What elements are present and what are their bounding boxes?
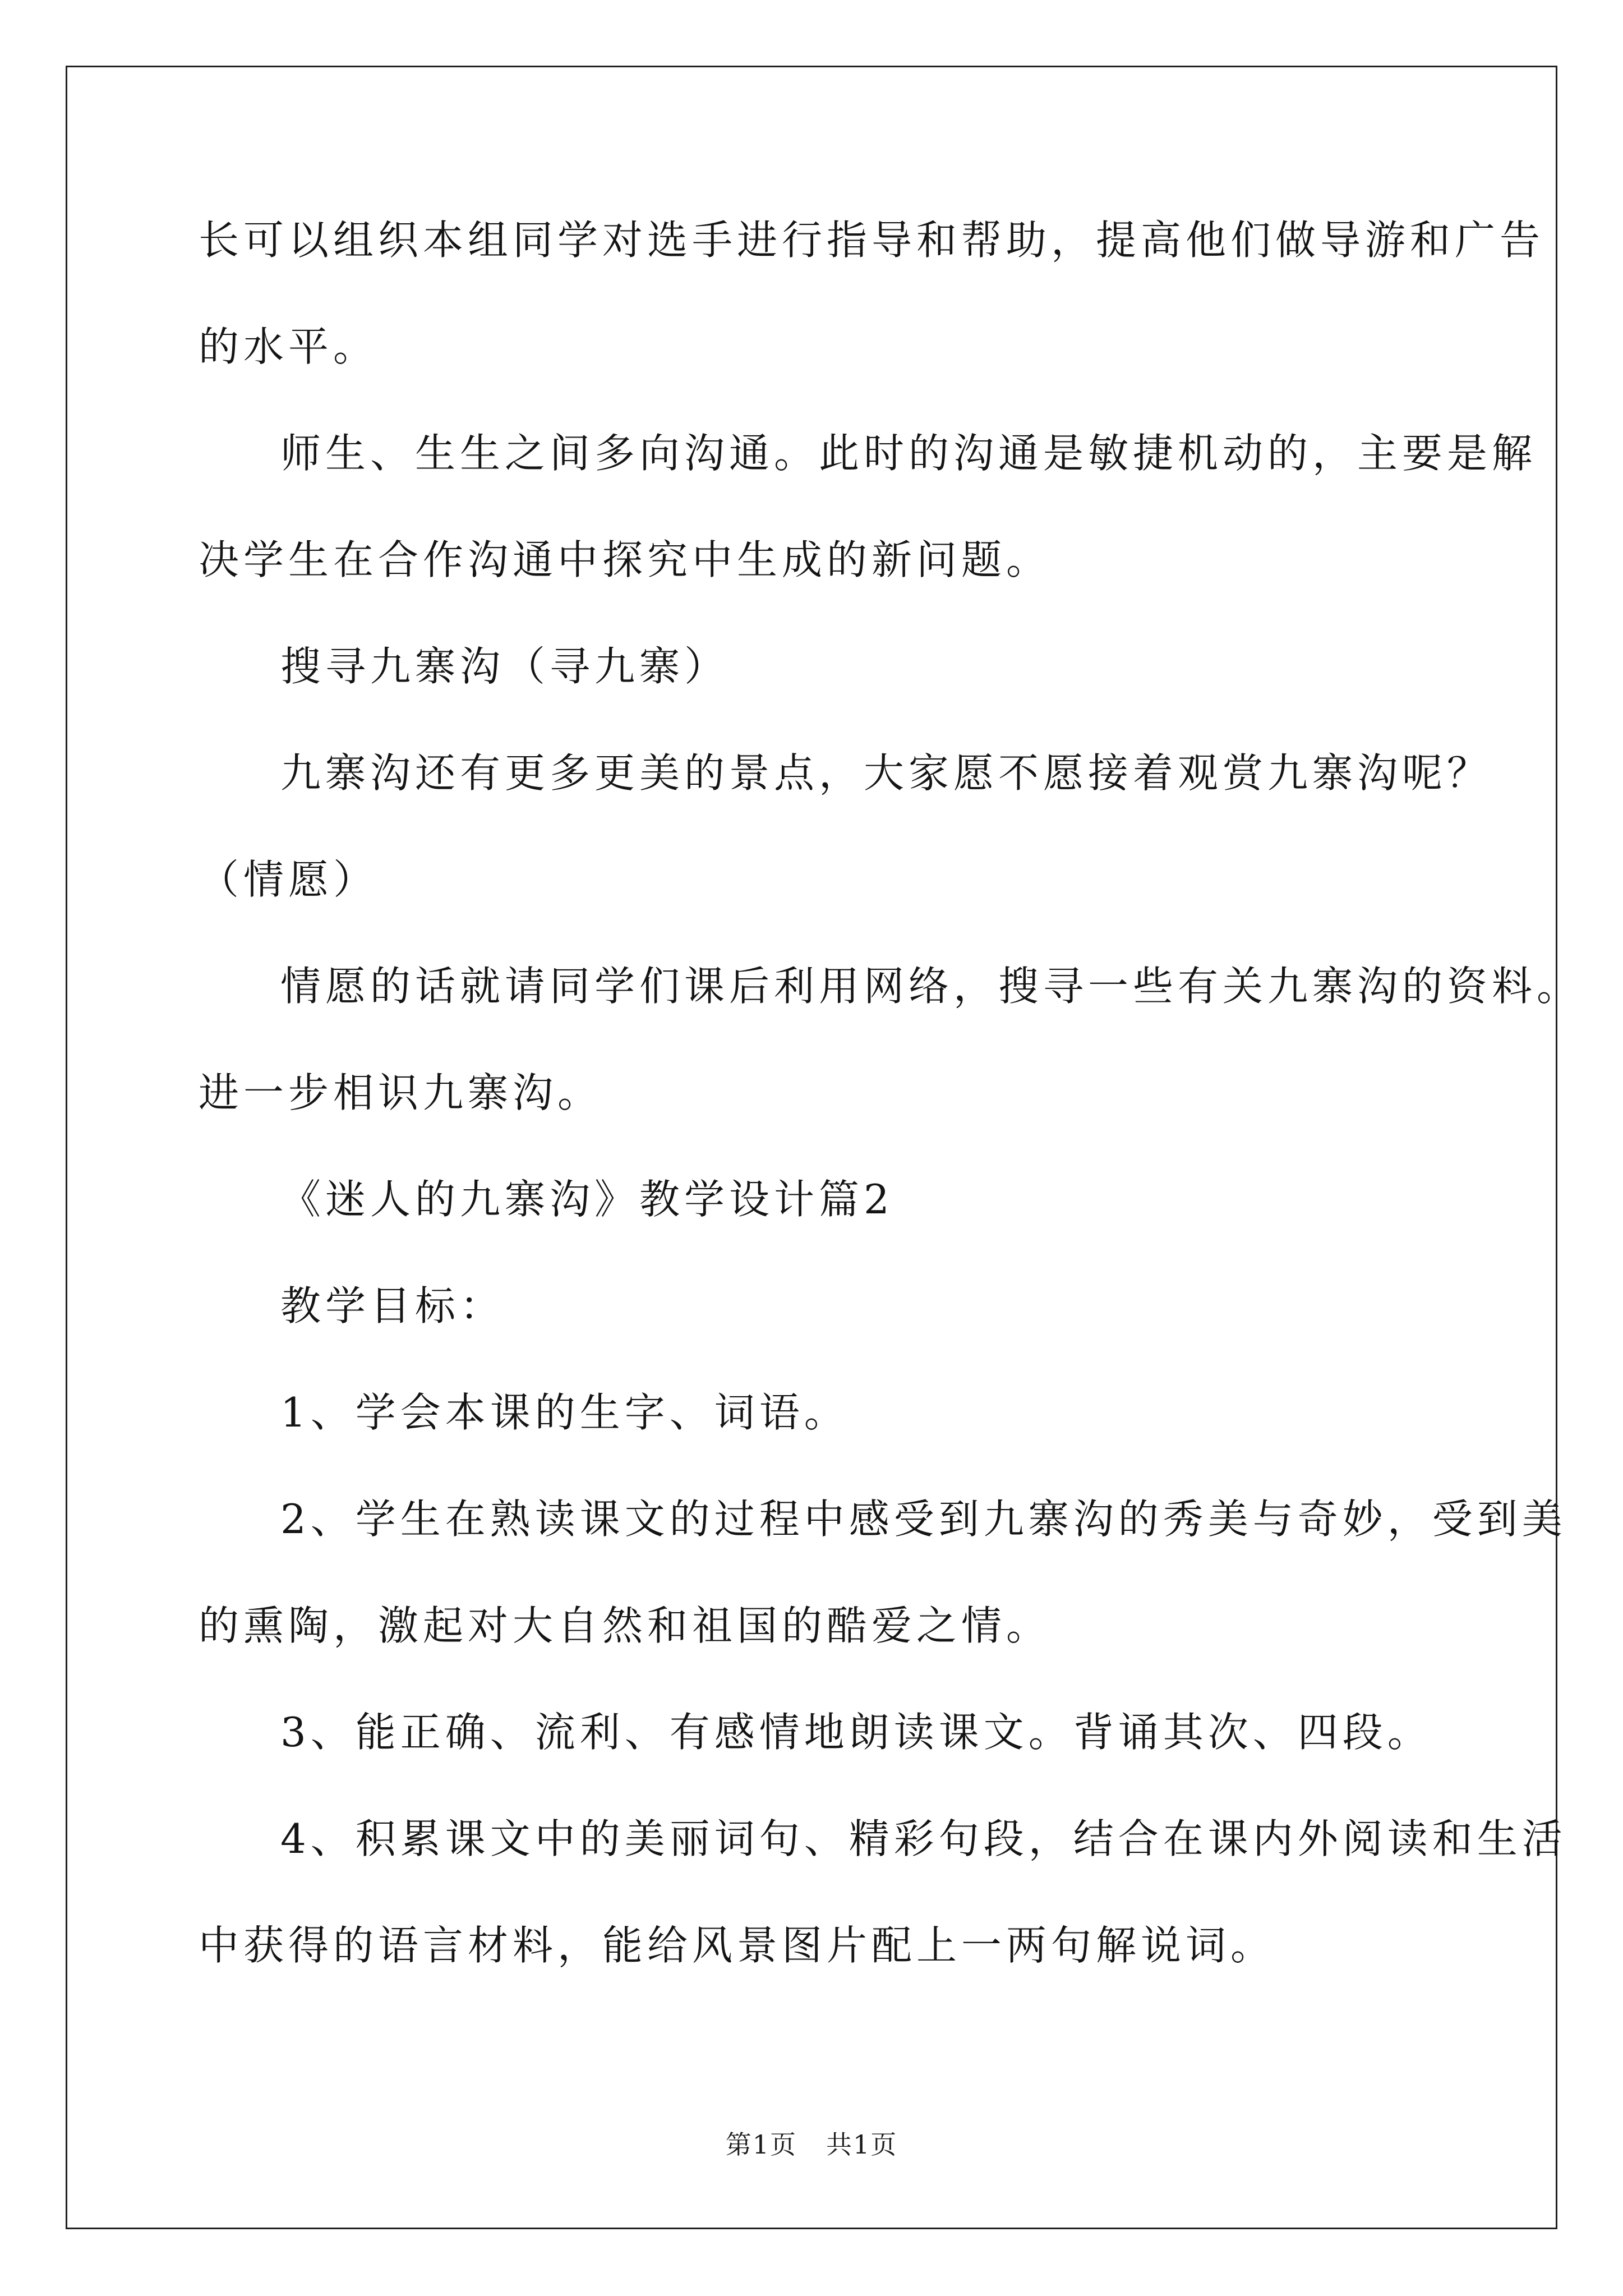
objectives-heading: 教学目标：: [280, 1282, 505, 1329]
body-line-2: 的水平。: [199, 323, 379, 370]
body-line-7: （情愿）: [199, 856, 379, 903]
objective-1: 1、学会本课的生字、词语。: [280, 1389, 849, 1436]
objective-2-line-1: 2、学生在熟读课文的过程中感受到九寨沟的秀美与奇妙，受到美: [280, 1496, 1567, 1543]
page-border: [66, 66, 1557, 2229]
objective-2-line-2: 的熏陶，激起对大自然和祖国的酷爱之情。: [199, 1602, 1052, 1649]
page-number-current: 第1页: [725, 2129, 797, 2160]
objective-4-line-1: 4、积累课文中的美丽词句、精彩句段，结合在课内外阅读和生活: [280, 1815, 1567, 1862]
body-line-4: 决学生在合作沟通中探究中生成的新问题。: [199, 536, 1052, 583]
body-line-8: 情愿的话就请同学们课后利用网络，搜寻一些有关九寨沟的资料。: [280, 963, 1582, 1010]
body-line-1: 长可以组织本组同学对选手进行指导和帮助，提高他们做导游和广告: [199, 217, 1545, 264]
body-line-3: 师生、生生之间多向沟通。此时的沟通是敏捷机动的，主要是解: [280, 430, 1537, 477]
section-heading: 搜寻九寨沟（寻九寨）: [280, 643, 730, 690]
page-number-total: 共1页: [826, 2129, 898, 2160]
body-line-6: 九寨沟还有更多更美的景点，大家愿不愿接着观赏九寨沟呢？: [280, 749, 1492, 797]
body-line-9: 进一步相识九寨沟。: [199, 1069, 603, 1116]
objective-3: 3、能正确、流利、有感情地朗读课文。背诵其次、四段。: [280, 1709, 1432, 1756]
page-footer: [0, 2128, 1623, 2161]
objective-4-line-2: 中获得的语言材料，能给风景图片配上一两句解说词。: [199, 1922, 1276, 1969]
section-title: 《迷人的九寨沟》教学设计篇2: [280, 1176, 894, 1223]
